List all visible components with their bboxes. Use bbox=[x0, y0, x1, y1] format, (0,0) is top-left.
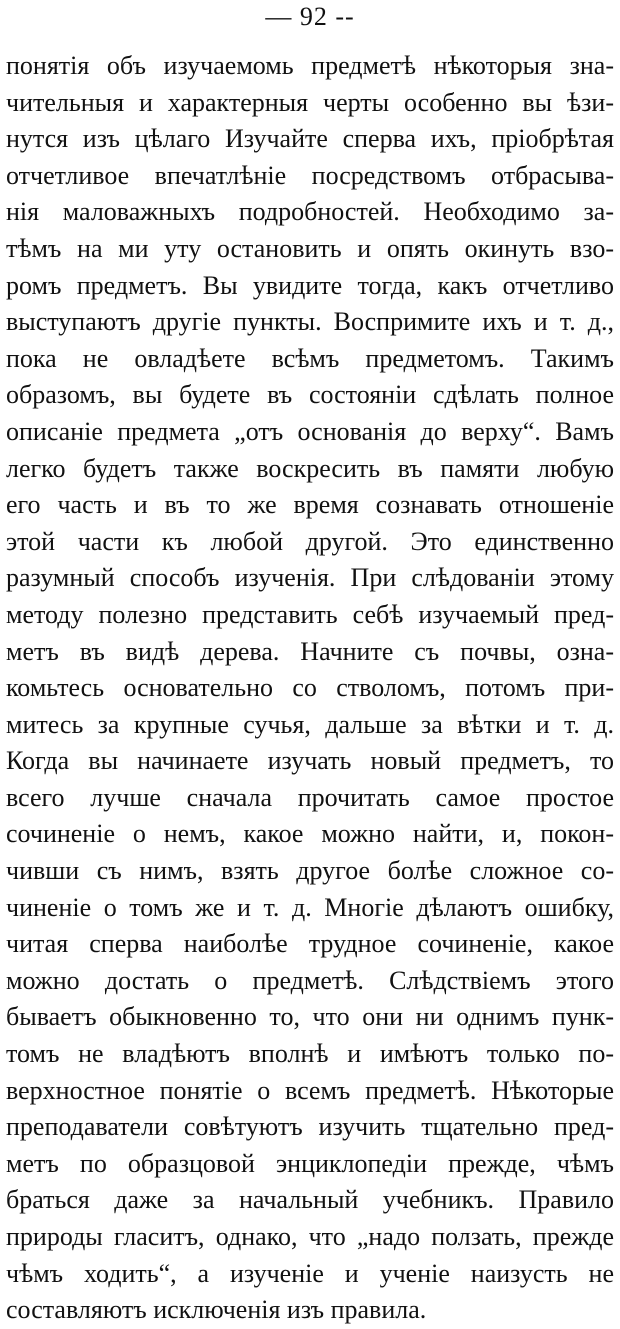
text-line: Когда вы начинаете изучать новый предметъ, то bbox=[6, 746, 614, 776]
text-line: образомъ, вы будете въ состояніи сдѣлать полное bbox=[6, 380, 614, 410]
text-line: этой части къ любой другой. Это единственно bbox=[6, 526, 614, 556]
text-line: отчетливое впечатлѣніе посредствомъ отбрасыва- bbox=[6, 160, 614, 190]
text-line: нія маловажныхъ подробностей. Необходимо за- bbox=[6, 197, 614, 227]
text-line: комьтесь основательно со стволомъ, потомъ при- bbox=[6, 673, 614, 703]
text-line: разумный способъ изученія. При слѣдованіи этому bbox=[6, 563, 614, 593]
text-line: тѣмъ на ми уту остановить и опять окинуть взо- bbox=[6, 233, 614, 263]
text-line: метъ по образцовой энциклопедіи прежде, чѣмъ bbox=[6, 1148, 614, 1178]
text-line: преподаватели совѣтуютъ изучить тщательно пред- bbox=[6, 1112, 614, 1142]
text-line: описаніе предмета „отъ основанія до верху“. Вамъ bbox=[6, 416, 614, 446]
text-line: чивши съ нимъ, взять другое болѣе сложное со- bbox=[6, 856, 614, 886]
body-text bbox=[6, 48, 614, 1329]
text-line: составляютъ исключенія изъ правила. bbox=[6, 1295, 427, 1325]
text-line: томъ не владѣютъ вполнѣ и имѣютъ только по- bbox=[6, 1039, 614, 1069]
text-line: бываетъ обыкновенно то, что они ни однимъ пунк- bbox=[6, 1002, 614, 1032]
text-line: чительныя и характерныя черты особенно вы ѣзи- bbox=[6, 87, 614, 117]
text-line: природы гласитъ, однако, что „надо ползать, прежде bbox=[6, 1222, 614, 1251]
text-line: его часть и въ то же время сознавать отношеніе bbox=[6, 490, 614, 520]
text-line: чиненіе о томъ же и т. д. Многіе дѣлаютъ ошибку, bbox=[6, 892, 614, 922]
text-line: нутся изъ цѣлаго Изучайте сперва ихъ, пріобрѣтая bbox=[6, 124, 614, 154]
text-line: верхностное понятіе о всемъ предметѣ. Нѣкоторые bbox=[6, 1075, 614, 1105]
text-line: сочиненіе о немъ, какое можно найти, и, покон- bbox=[6, 819, 614, 849]
text-line: чѣмъ ходить“, а изученіе и ученіе наизусть не bbox=[6, 1258, 614, 1288]
text-line: выступаютъ другіе пункты. Воспримите ихъ и т. д., bbox=[6, 307, 614, 337]
text-line: всего лучше сначала прочитать самое простое bbox=[6, 782, 614, 812]
text-line: метъ въ видѣ дерева. Начните съ почвы, озна- bbox=[6, 636, 614, 666]
page-number: — 92 -- bbox=[265, 2, 355, 31]
text-line: пока не овладѣете всѣмъ предметомъ. Такимъ bbox=[6, 343, 614, 373]
text-line: читая сперва наиболѣе трудное сочиненіе, какое bbox=[6, 929, 614, 959]
text-line: можно достать о предметѣ. Слѣдствіемъ этого bbox=[6, 965, 614, 995]
text-line: митесь за крупные сучья, дальше за вѣтки и т. д. bbox=[6, 709, 614, 739]
text-line: браться даже за начальный учебникъ. Правило bbox=[6, 1185, 614, 1215]
text-line: ромъ предметъ. Вы увидите тогда, какъ отчетливо bbox=[6, 270, 614, 300]
text-line: легко будетъ также воскресить въ памяти любую bbox=[6, 453, 614, 483]
text-line: методу полезно представить себѣ изучаемый пред- bbox=[6, 599, 614, 629]
text-line: понятія объ изучаемомь предметѣ нѣкоторыя зна- bbox=[6, 51, 614, 80]
